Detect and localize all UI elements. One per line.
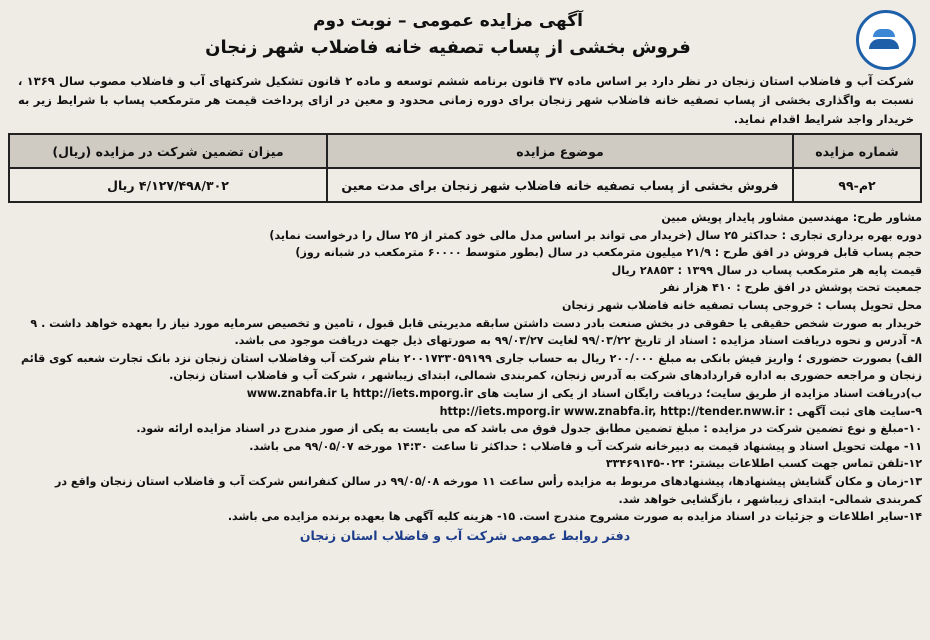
- list-item: جمعیت تحت پوشش در افق طرح : ۴۱۰ هزار نفر: [660, 281, 922, 295]
- title-block: [188, 8, 708, 62]
- title-line-2: فروش بخشی از پساب تصفیه خانه فاضلاب شهر زنجان: [205, 37, 691, 58]
- cell-number: ۲م-۹۹: [793, 168, 921, 202]
- cell-guarantee: ۴/۱۲۷/۴۹۸/۳۰۲ ریال: [9, 168, 327, 202]
- intro-paragraph: شرکت آب و فاضلاب استان زنجان در نظر دارد بر اساس ماده ۳۷ قانون برنامه ششم توسعه و ماده ۲ قانون تشکیل شرکتهای آب و فاضلاب مصوب سال ۱۳۶۹ ، نسبت به واگذاری بخشی از پساب تصفیه خانه فاضلاب شهر زنجان برای دوره زمانی محدود و معین در ازای پرداخت قیمت هر مترمکعب پساب با شرایط زیر به خریدار واجد شرایط اقدام نماید.: [18, 74, 914, 126]
- list-item: محل تحویل پساب : خروجی پساب تصفیه خانه فاضلاب شهر زنجان: [562, 298, 922, 312]
- list-item: ۱۰-مبلغ و نوع تضمین شرکت در مزایده : مبلغ تضمین مطابق جدول فوق می باشد که می بایست به یکی از صور مندرج در اسناد مزایده ارائه شود.: [136, 422, 922, 436]
- list-item: کمربندی شمالی- ابتدای زیباشهر ، بازگشایی خواهد شد.: [618, 492, 922, 506]
- cell-subject: فروش بخشی از پساب تصفیه خانه فاضلاب شهر زنجان برای مدت معین: [327, 168, 793, 202]
- list-item: ۹-سایت های ثبت آگهی : http://iets.mporg.ir www.znabfa.ir, http://tender.nww.ir: [439, 404, 922, 418]
- list-item: ۱۱- مهلت تحویل اسناد و پیشنهاد قیمت به دبیرخانه شرکت آب و فاضلاب : حداکثر تا ساعت ۱۴:۳۰ مورخه ۹۹/۰۵/۰۷ می باشد.: [249, 439, 922, 453]
- list-item: مشاور طرح: مهندسین مشاور پایدار پویش مبین: [661, 211, 922, 224]
- header-guarantee: میزان تضمین شرکت در مزایده (ریال): [9, 134, 327, 168]
- list-item: ۱۴-سایر اطلاعات و جزئیات در اسناد مزایده به صورت مشروح مندرج است. ۱۵- هزینه کلیه آگهی ها بعهده برنده مزایده می باشد.: [227, 510, 922, 524]
- footer-signature: دفتر روابط عمومی شرکت آب و فاضلاب استان زنجان: [299, 527, 631, 543]
- list-item: الف) بصورت حضوری ؛ واریز فیش بانکی به مبلغ ۲۰۰/۰۰۰ ریال به حساب جاری ۲۰۰۱۷۳۳۰۵۹۱۹۹ بنام شرکت آب وفاضلاب استان زنجان نزد بانک تجارت شعبه کوی قائم: [20, 351, 922, 365]
- list-item: ۱۳-زمان و مکان گشایش پیشنهادها، پیشنهادهای مربوط به مزایده رأس ساعت ۱۱ مورخه ۹۹/۰۵/۰۸ در سالن کنفرانس شرکت آب و فاضلاب استان زنجان واقع در: [54, 474, 922, 488]
- list-item: ۱۲-تلفن تماس جهت کسب اطلاعات بیشتر: ۰۲۴-۳۳۴۶۹۱۴۵: [605, 457, 922, 471]
- list-item: ب)دریافت اسناد مزایده از طریق سایت؛ دریافت رایگان اسناد از یکی از سایت های http://iets.mporg.ir یا www.znabfa.ir: [246, 386, 922, 400]
- water-company-logo-icon: [856, 10, 916, 70]
- list-item: خریدار به صورت شخص حقیقی یا حقوقی در بخش صنعت بادر دست داشتن سابقه مدیریتی قابل قبول ، تامین و تخصیص سرمایه مورد نیاز را بعهده خواهد داشت . ۹: [30, 316, 922, 330]
- list-item: حجم پساب قابل فروش در افق طرح : ۲۱/۹ میلیون مترمکعب در سال (بطور متوسط ۶۰۰۰۰ مترمکعب در شبانه روز): [295, 246, 922, 260]
- table-row: [9, 168, 921, 202]
- header-subject: موضوع مزایده: [327, 134, 793, 168]
- auction-table: [8, 133, 922, 203]
- title-line-1: آگهی مزایده عمومی – نوبت دوم: [313, 11, 583, 31]
- list-item: قیمت پایه هر مترمکعب پساب در سال ۱۳۹۹ : ۲۸۸۵۳ ریال: [611, 263, 922, 277]
- list-item: زنجان و مراجعه حضوری به اداره قراردادهای شرکت به آدرس زنجان، کمربندی شمالی، ابتدای زیباشهر ، شرکت آب و فاضلاب استان زنجان.: [169, 369, 922, 383]
- conditions-list: [8, 209, 922, 526]
- list-item: دوره بهره برداری تجاری : حداکثر ۲۵ سال (خریدار می تواند بر اساس مدل مالی خود کمتر از ۲۵ سال را درخواست نماید): [269, 228, 922, 242]
- header: [8, 6, 922, 68]
- header-number: شماره مزایده: [793, 134, 921, 168]
- list-item: ۸- آدرس و نحوه دریافت اسناد مزایده : اسناد از تاریخ ۹۹/۰۳/۲۲ لغایت ۹۹/۰۳/۲۷ به صورتهای ذیل جهت دریافت موجود می باشد.: [234, 334, 922, 348]
- table-header-row: [9, 134, 921, 168]
